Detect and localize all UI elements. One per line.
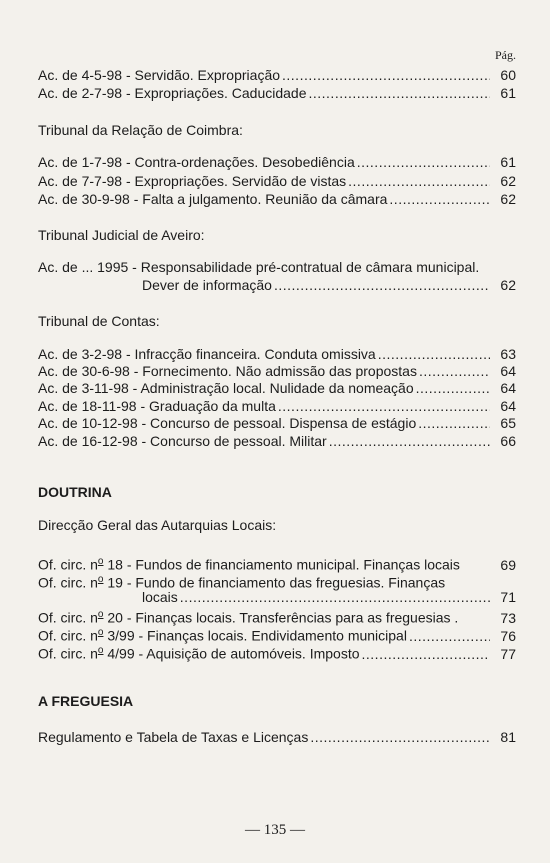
toc-entry bbox=[38, 85, 516, 102]
toc-entry bbox=[38, 642, 516, 663]
toc-entry bbox=[38, 346, 516, 363]
toc-entry-page: 62 bbox=[500, 191, 516, 207]
toc-entry bbox=[38, 67, 516, 84]
leader-dots bbox=[278, 398, 490, 415]
section-heading-dgal: Direcção Geral das Autarquias Locais: bbox=[38, 517, 277, 533]
toc-entry-text: Ac. de 18-11-98 - Graduação da multa bbox=[38, 398, 276, 414]
entry-rest: 19 - Fundo de financiamento das freguesias. Finanças bbox=[103, 574, 446, 591]
toc-entry-text: Ac. de 3-11-98 - Administração local. Nulidade da nomeação bbox=[38, 380, 414, 396]
toc-entry bbox=[38, 363, 516, 380]
toc-entry-text: Dever de informação bbox=[142, 277, 272, 293]
toc-entry-text: Ac. de 30-9-98 - Falta a julgamento. Reunião da câmara bbox=[38, 191, 388, 207]
ordinal-indicator: o bbox=[97, 556, 104, 567]
toc-entry-page: 62 bbox=[500, 173, 516, 189]
toc-entry-page: 77 bbox=[500, 645, 516, 662]
toc-entry-text: Regulamento e Tabela de Taxas e Licenças bbox=[38, 729, 309, 745]
entry-prefix: Of. circ. n bbox=[38, 627, 98, 644]
entry-prefix: Of. circ. n bbox=[38, 609, 98, 626]
toc-entry-text: Ac. de 16-12-98 - Concurso de pessoal. Militar bbox=[38, 433, 327, 449]
toc-entry-text: Ac. de 4-5-98 - Servidão. Expropriação bbox=[38, 67, 281, 83]
toc-entry-page: 65 bbox=[500, 415, 516, 431]
entry-rest: 20 - Finanças locais. Transferências para as freguesias . bbox=[103, 609, 459, 626]
toc-entry bbox=[38, 415, 516, 432]
toc-entry-page: 61 bbox=[500, 85, 516, 101]
toc-entry-line2 bbox=[142, 589, 516, 606]
section-heading-contas: Tribunal de Contas: bbox=[38, 313, 160, 329]
leader-dots bbox=[329, 433, 490, 450]
ordinal-indicator: o bbox=[97, 627, 104, 638]
toc-entry bbox=[38, 191, 516, 208]
leader-dots bbox=[310, 729, 490, 746]
toc-entry-page: 64 bbox=[500, 398, 516, 414]
toc-entry-text: Ac. de 3-2-98 - Infracção financeira. Conduta omissiva bbox=[38, 346, 376, 362]
toc-entry-text: Ac. de 2-7-98 - Expropriações. Caducidade bbox=[38, 85, 307, 101]
leader-dots bbox=[389, 191, 490, 208]
toc-entry-page: 81 bbox=[500, 729, 516, 745]
toc-entry bbox=[38, 154, 516, 171]
section-title-doutrina: DOUTRINA bbox=[38, 484, 112, 500]
ordinal-indicator: o bbox=[97, 574, 104, 585]
toc-entry-text: Ac. de 1-7-98 - Contra-ordenações. Desobediência bbox=[38, 154, 355, 170]
toc-entry-page: 73 bbox=[500, 609, 516, 626]
entry-prefix: Of. circ. n bbox=[38, 574, 98, 591]
toc-entry-line1 bbox=[38, 259, 516, 276]
toc-entry-text: locais bbox=[142, 589, 178, 605]
toc-entry bbox=[38, 380, 516, 397]
toc-entry-page: 69 bbox=[500, 556, 516, 573]
toc-entry-page: 71 bbox=[500, 589, 516, 605]
toc-entry bbox=[38, 729, 516, 746]
toc-entry-text: Ac. de ... 1995 - Responsabilidade pré-contratual de câmara municipal. bbox=[38, 259, 480, 275]
entry-prefix: Of. circ. n bbox=[38, 645, 98, 662]
page-column-header: Pág. bbox=[495, 48, 516, 62]
leader-dots bbox=[416, 380, 490, 397]
page-number: — 135 — bbox=[245, 822, 305, 838]
toc-entry-page: 64 bbox=[500, 363, 516, 379]
toc-entry-page: 61 bbox=[500, 154, 516, 170]
section-heading-coimbra: Tribunal da Relação de Coimbra: bbox=[38, 122, 243, 138]
ordinal-indicator: o bbox=[97, 609, 104, 620]
leader-dots bbox=[362, 646, 490, 663]
toc-entry-page: 64 bbox=[500, 380, 516, 396]
entry-rest: 18 - Fundos de financiamento municipal. Finanças locais bbox=[103, 556, 460, 573]
ordinal-indicator: o bbox=[97, 645, 104, 656]
toc-entry bbox=[38, 173, 516, 190]
toc-entry-text: Ac. de 10-12-98 - Concurso de pessoal. Dispensa de estágio bbox=[38, 415, 417, 431]
toc-entry-text: Ac. de 30-6-98 - Fornecimento. Não admissão das propostas bbox=[38, 363, 417, 379]
leader-dots bbox=[357, 154, 490, 171]
toc-entry-page: 62 bbox=[500, 277, 516, 293]
toc-entry bbox=[38, 398, 516, 415]
toc-entry bbox=[38, 433, 516, 450]
leader-dots bbox=[274, 277, 490, 294]
leader-dots bbox=[348, 173, 490, 190]
toc-entry-page: 66 bbox=[500, 433, 516, 449]
entry-rest: 3/99 - Finanças locais. Endividamento municipal bbox=[103, 627, 407, 644]
entry-rest: 4/99 - Aquisição de automóveis. Imposto bbox=[103, 645, 360, 662]
leader-dots bbox=[282, 67, 490, 84]
toc-entry-text bbox=[38, 642, 360, 663]
toc-entry-page: 60 bbox=[500, 67, 516, 83]
toc-entry-page: 63 bbox=[500, 346, 516, 362]
leader-dots bbox=[180, 589, 490, 606]
leader-dots bbox=[378, 346, 490, 363]
leader-dots bbox=[419, 363, 490, 380]
section-title-freguesia: A FREGUESIA bbox=[38, 693, 134, 709]
toc-entry-page: 76 bbox=[500, 627, 516, 644]
leader-dots bbox=[418, 415, 490, 432]
entry-prefix: Of. circ. n bbox=[38, 556, 98, 573]
toc-entry-line2 bbox=[142, 277, 516, 294]
toc-entry-text: Ac. de 7-7-98 - Expropriações. Servidão de vistas bbox=[38, 173, 347, 189]
section-heading-aveiro: Tribunal Judicial de Aveiro: bbox=[38, 227, 205, 243]
leader-dots bbox=[308, 85, 490, 102]
